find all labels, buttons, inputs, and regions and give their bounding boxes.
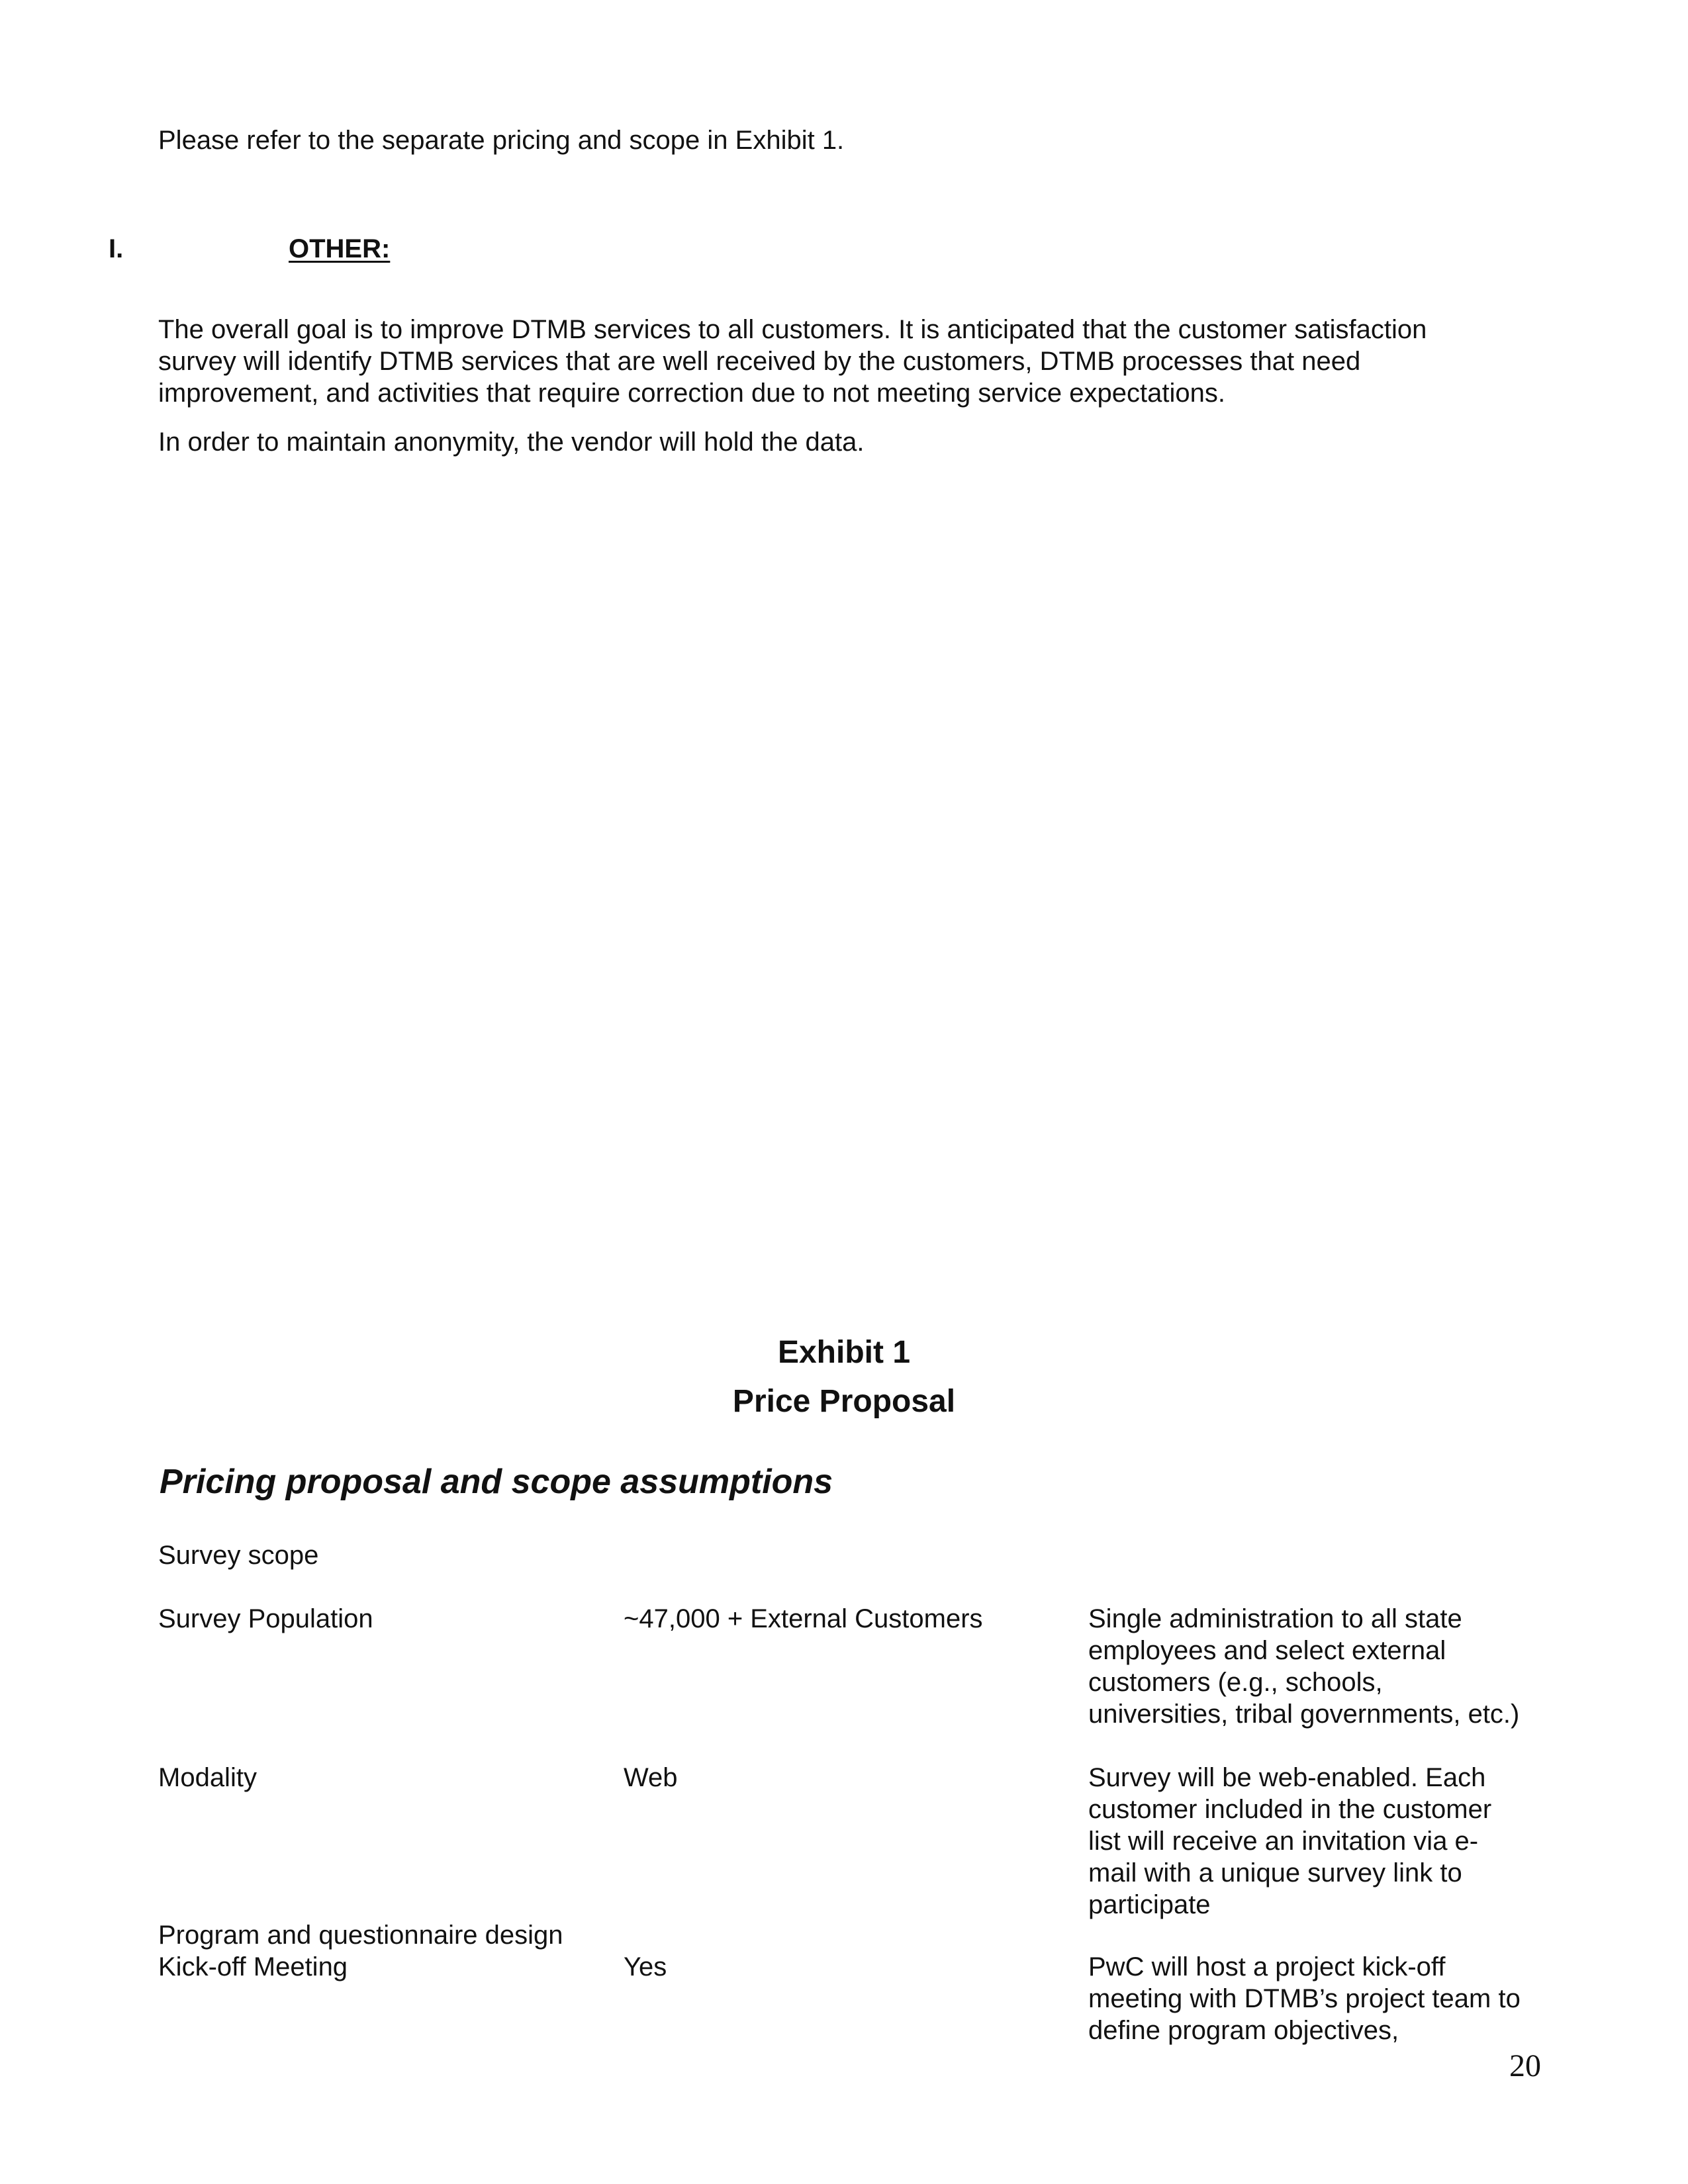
section-paragraph-goal: The overall goal is to improve DTMB services to all customers. It is anticipated that the customer satisfaction survey will identify DTMB services that are well received by the customers, DTMB processes that need improvement, and activities that require correction due to not meeting service expectations.	[158, 315, 1434, 408]
survey-scope-label: Survey scope	[158, 1541, 319, 1570]
scope-row-value: Yes	[624, 1952, 667, 1981]
page-number: 20	[1509, 2048, 1541, 2083]
scope-row-value: ~47,000 + External Customers	[624, 1604, 983, 1633]
section-title: OTHER:	[289, 234, 391, 263]
scope-row-item: Kick-off Meeting	[158, 1952, 348, 1981]
scope-row-item: Program and questionnaire design	[158, 1921, 563, 1950]
section-number: I.	[109, 234, 124, 263]
pricing-heading: Pricing proposal and scope assumptions	[160, 1463, 833, 1501]
scope-row-value: Web	[624, 1763, 678, 1792]
section-paragraph-anonymity: In order to maintain anonymity, the vendor will hold the data.	[158, 428, 865, 457]
scope-row-description: PwC will host a project kick-off meeting with DTMB’s project team to define program objectives,	[1088, 1952, 1528, 2045]
exhibit-title: Exhibit 1	[777, 1335, 911, 1370]
scope-row-item: Survey Population	[158, 1604, 373, 1633]
scope-row-description: Survey will be web-enabled. Each customer included in the customer list will receive an invitation via e-mail with a unique survey link to participate	[1088, 1763, 1499, 1919]
scope-row-item: Modality	[158, 1763, 257, 1792]
intro-text: Please refer to the separate pricing and scope in Exhibit 1.	[158, 126, 845, 155]
scope-row-description: Single administration to all state employees and select external customers (e.g., schools, universities, tribal governments, etc.)	[1088, 1604, 1520, 1729]
exhibit-subtitle: Price Proposal	[732, 1384, 956, 1419]
